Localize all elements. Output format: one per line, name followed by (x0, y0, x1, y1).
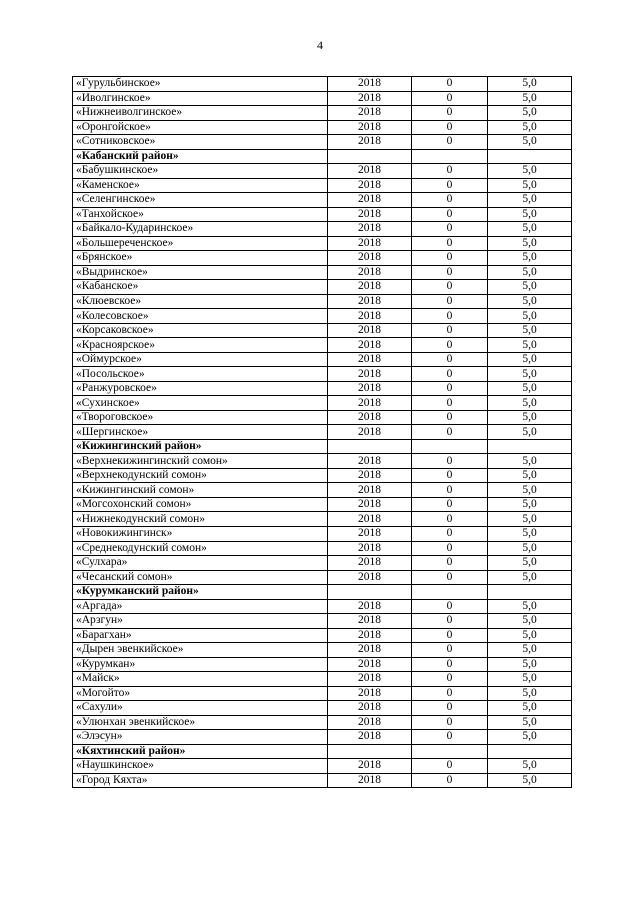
zero-cell: 0 (412, 352, 488, 367)
rate-cell: 5,0 (488, 352, 572, 367)
year-cell: 2018 (328, 643, 412, 658)
zero-cell: 0 (412, 120, 488, 135)
table-row (73, 323, 572, 338)
zero-cell: 0 (412, 338, 488, 353)
year-cell: 2018 (328, 135, 412, 150)
settlement-name-cell: «Селенгинское» (73, 193, 328, 208)
settlement-name-cell: «Танхойское» (73, 207, 328, 222)
empty-cell (328, 439, 412, 454)
settlement-name-cell: «Майск» (73, 672, 328, 687)
settlement-name-cell: «Оймурское» (73, 352, 328, 367)
rate-cell: 5,0 (488, 570, 572, 585)
zero-cell: 0 (412, 773, 488, 788)
zero-cell: 0 (412, 265, 488, 280)
rate-cell: 5,0 (488, 309, 572, 324)
settlement-name-cell: «Клюевское» (73, 294, 328, 309)
year-cell: 2018 (328, 251, 412, 266)
zero-cell: 0 (412, 280, 488, 295)
settlement-name-cell: «Аргада» (73, 599, 328, 614)
zero-cell: 0 (412, 614, 488, 629)
rate-cell: 5,0 (488, 120, 572, 135)
year-cell: 2018 (328, 207, 412, 222)
table-row (73, 236, 572, 251)
rate-cell: 5,0 (488, 367, 572, 382)
year-cell: 2018 (328, 556, 412, 571)
rate-cell: 5,0 (488, 599, 572, 614)
zero-cell: 0 (412, 91, 488, 106)
table-row (73, 352, 572, 367)
year-cell: 2018 (328, 497, 412, 512)
settlement-name-cell: «Сухинское» (73, 396, 328, 411)
rate-cell: 5,0 (488, 773, 572, 788)
year-cell: 2018 (328, 178, 412, 193)
settlement-name-cell: «Кижингинский сомон» (73, 483, 328, 498)
year-cell: 2018 (328, 483, 412, 498)
table-row (73, 396, 572, 411)
zero-cell: 0 (412, 599, 488, 614)
table-row (73, 381, 572, 396)
zero-cell: 0 (412, 294, 488, 309)
year-cell: 2018 (328, 672, 412, 687)
zero-cell: 0 (412, 222, 488, 237)
year-cell: 2018 (328, 628, 412, 643)
table-row (73, 468, 572, 483)
settlement-name-cell: «Сулхара» (73, 556, 328, 571)
zero-cell: 0 (412, 730, 488, 745)
table-row (73, 541, 572, 556)
settlement-name-cell: «Выдринское» (73, 265, 328, 280)
zero-cell: 0 (412, 759, 488, 774)
table-row (73, 657, 572, 672)
zero-cell: 0 (412, 628, 488, 643)
rate-cell: 5,0 (488, 280, 572, 295)
settlement-name-cell: «Колесовское» (73, 309, 328, 324)
year-cell: 2018 (328, 701, 412, 716)
settlement-name-cell: «Брянское» (73, 251, 328, 266)
year-cell: 2018 (328, 410, 412, 425)
table-row (73, 309, 572, 324)
settlement-name-cell: «Твороговское» (73, 410, 328, 425)
year-cell: 2018 (328, 106, 412, 121)
settlement-name-cell: «Бабушкинское» (73, 164, 328, 179)
settlement-name-cell: «Сахули» (73, 701, 328, 716)
rate-cell: 5,0 (488, 686, 572, 701)
empty-cell (488, 585, 572, 600)
settlement-name-cell: «Могойто» (73, 686, 328, 701)
settlement-name-cell: «Каменское» (73, 178, 328, 193)
zero-cell: 0 (412, 715, 488, 730)
table-row (73, 410, 572, 425)
table-row (73, 614, 572, 629)
rate-cell: 5,0 (488, 556, 572, 571)
table-row (73, 120, 572, 135)
table-row (73, 251, 572, 266)
rate-cell: 5,0 (488, 91, 572, 106)
settlement-name-cell: «Нижнеиволгинское» (73, 106, 328, 121)
rate-cell: 5,0 (488, 425, 572, 440)
year-cell: 2018 (328, 381, 412, 396)
section-row (73, 149, 572, 164)
zero-cell: 0 (412, 207, 488, 222)
table-row (73, 570, 572, 585)
year-cell: 2018 (328, 657, 412, 672)
section-name-cell: «Кяхтинский район» (73, 744, 328, 759)
table-row (73, 367, 572, 382)
zero-cell: 0 (412, 396, 488, 411)
empty-cell (328, 744, 412, 759)
settlement-name-cell: «Город Кяхта» (73, 773, 328, 788)
year-cell: 2018 (328, 222, 412, 237)
table-row (73, 672, 572, 687)
table-row (73, 265, 572, 280)
rate-cell: 5,0 (488, 541, 572, 556)
settlement-name-cell: «Иволгинское» (73, 91, 328, 106)
settlement-name-cell: «Дырен эвенкийское» (73, 643, 328, 658)
table-row (73, 193, 572, 208)
empty-cell (412, 149, 488, 164)
year-cell: 2018 (328, 570, 412, 585)
zero-cell: 0 (412, 570, 488, 585)
rate-cell: 5,0 (488, 251, 572, 266)
settlement-name-cell: «Могсохонский сомон» (73, 497, 328, 512)
zero-cell: 0 (412, 686, 488, 701)
zero-cell: 0 (412, 410, 488, 425)
rate-cell: 5,0 (488, 657, 572, 672)
zero-cell: 0 (412, 367, 488, 382)
table-row (73, 730, 572, 745)
zero-cell: 0 (412, 381, 488, 396)
zero-cell: 0 (412, 497, 488, 512)
settlement-name-cell: «Чесанский сомон» (73, 570, 328, 585)
zero-cell: 0 (412, 236, 488, 251)
year-cell: 2018 (328, 367, 412, 382)
zero-cell: 0 (412, 701, 488, 716)
table-row (73, 773, 572, 788)
zero-cell: 0 (412, 77, 488, 92)
empty-cell (488, 149, 572, 164)
settlement-name-cell: «Посольское» (73, 367, 328, 382)
table-row (73, 715, 572, 730)
year-cell: 2018 (328, 512, 412, 527)
zero-cell: 0 (412, 556, 488, 571)
zero-cell: 0 (412, 135, 488, 150)
empty-cell (412, 744, 488, 759)
section-row (73, 585, 572, 600)
year-cell: 2018 (328, 541, 412, 556)
rate-cell: 5,0 (488, 526, 572, 541)
zero-cell: 0 (412, 483, 488, 498)
zero-cell: 0 (412, 178, 488, 193)
year-cell: 2018 (328, 280, 412, 295)
zero-cell: 0 (412, 672, 488, 687)
year-cell: 2018 (328, 91, 412, 106)
empty-cell (412, 585, 488, 600)
section-name-cell: «Кижингинский район» (73, 439, 328, 454)
table-row (73, 164, 572, 179)
zero-cell: 0 (412, 454, 488, 469)
year-cell: 2018 (328, 599, 412, 614)
section-row (73, 439, 572, 454)
year-cell: 2018 (328, 715, 412, 730)
settlement-name-cell: «Большереченское» (73, 236, 328, 251)
year-cell: 2018 (328, 265, 412, 280)
rate-cell: 5,0 (488, 77, 572, 92)
table-row (73, 454, 572, 469)
rate-cell: 5,0 (488, 396, 572, 411)
section-name-cell: «Курумканский район» (73, 585, 328, 600)
table-row (73, 483, 572, 498)
year-cell: 2018 (328, 614, 412, 629)
table-row (73, 178, 572, 193)
empty-cell (328, 585, 412, 600)
rate-cell: 5,0 (488, 628, 572, 643)
year-cell: 2018 (328, 294, 412, 309)
table-row (73, 628, 572, 643)
settlement-name-cell: «Верхнекижингинский сомон» (73, 454, 328, 469)
zero-cell: 0 (412, 512, 488, 527)
settlement-name-cell: «Кабанское» (73, 280, 328, 295)
rate-cell: 5,0 (488, 730, 572, 745)
year-cell: 2018 (328, 77, 412, 92)
rate-cell: 5,0 (488, 236, 572, 251)
rate-cell: 5,0 (488, 497, 572, 512)
zero-cell: 0 (412, 468, 488, 483)
rate-cell: 5,0 (488, 483, 572, 498)
year-cell: 2018 (328, 468, 412, 483)
rate-cell: 5,0 (488, 614, 572, 629)
zero-cell: 0 (412, 164, 488, 179)
table-row (73, 77, 572, 92)
table-row (73, 135, 572, 150)
rate-cell: 5,0 (488, 512, 572, 527)
table-row (73, 759, 572, 774)
settlement-name-cell: «Оронгойское» (73, 120, 328, 135)
rate-cell: 5,0 (488, 135, 572, 150)
rate-cell: 5,0 (488, 193, 572, 208)
rate-cell: 5,0 (488, 759, 572, 774)
section-name-cell: «Кабанский район» (73, 149, 328, 164)
zero-cell: 0 (412, 526, 488, 541)
zero-cell: 0 (412, 323, 488, 338)
year-cell: 2018 (328, 338, 412, 353)
table-row (73, 280, 572, 295)
settlements-table (72, 76, 572, 788)
empty-cell (328, 149, 412, 164)
rate-cell: 5,0 (488, 468, 572, 483)
settlement-name-cell: «Гурульбинское» (73, 77, 328, 92)
table-row (73, 512, 572, 527)
rate-cell: 5,0 (488, 164, 572, 179)
table-row (73, 91, 572, 106)
rate-cell: 5,0 (488, 338, 572, 353)
zero-cell: 0 (412, 541, 488, 556)
rate-cell: 5,0 (488, 294, 572, 309)
year-cell: 2018 (328, 396, 412, 411)
rate-cell: 5,0 (488, 381, 572, 396)
empty-cell (488, 439, 572, 454)
year-cell: 2018 (328, 773, 412, 788)
year-cell: 2018 (328, 164, 412, 179)
rate-cell: 5,0 (488, 715, 572, 730)
settlement-name-cell: «Нижнекодунский сомон» (73, 512, 328, 527)
table-row (73, 643, 572, 658)
empty-cell (488, 744, 572, 759)
empty-cell (412, 439, 488, 454)
settlement-name-cell: «Корсаковское» (73, 323, 328, 338)
year-cell: 2018 (328, 236, 412, 251)
page-number: 4 (317, 38, 323, 52)
rate-cell: 5,0 (488, 106, 572, 121)
zero-cell: 0 (412, 643, 488, 658)
zero-cell: 0 (412, 425, 488, 440)
table-row (73, 686, 572, 701)
rate-cell: 5,0 (488, 207, 572, 222)
settlement-name-cell: «Байкало-Кударинское» (73, 222, 328, 237)
rate-cell: 5,0 (488, 178, 572, 193)
rate-cell: 5,0 (488, 454, 572, 469)
year-cell: 2018 (328, 454, 412, 469)
section-row (73, 744, 572, 759)
year-cell: 2018 (328, 120, 412, 135)
rate-cell: 5,0 (488, 643, 572, 658)
rate-cell: 5,0 (488, 701, 572, 716)
table-row (73, 425, 572, 440)
settlement-name-cell: «Ранжуровское» (73, 381, 328, 396)
year-cell: 2018 (328, 686, 412, 701)
table-row (73, 222, 572, 237)
settlement-name-cell: «Среднекодунский сомон» (73, 541, 328, 556)
year-cell: 2018 (328, 352, 412, 367)
year-cell: 2018 (328, 526, 412, 541)
table-row (73, 207, 572, 222)
table-row (73, 497, 572, 512)
settlement-name-cell: «Красноярское» (73, 338, 328, 353)
year-cell: 2018 (328, 323, 412, 338)
table-body (73, 77, 572, 788)
table-row (73, 294, 572, 309)
table-row (73, 526, 572, 541)
year-cell: 2018 (328, 759, 412, 774)
settlement-name-cell: «Курумкан» (73, 657, 328, 672)
table-row (73, 701, 572, 716)
table-row (73, 599, 572, 614)
settlement-name-cell: «Шергинское» (73, 425, 328, 440)
table-row (73, 106, 572, 121)
rate-cell: 5,0 (488, 323, 572, 338)
settlement-name-cell: «Наушкинское» (73, 759, 328, 774)
rate-cell: 5,0 (488, 265, 572, 280)
settlement-name-cell: «Сотниковское» (73, 135, 328, 150)
zero-cell: 0 (412, 251, 488, 266)
table-row (73, 338, 572, 353)
rate-cell: 5,0 (488, 672, 572, 687)
zero-cell: 0 (412, 106, 488, 121)
zero-cell: 0 (412, 193, 488, 208)
settlement-name-cell: «Улюнхан эвенкийское» (73, 715, 328, 730)
year-cell: 2018 (328, 193, 412, 208)
year-cell: 2018 (328, 730, 412, 745)
year-cell: 2018 (328, 309, 412, 324)
year-cell: 2018 (328, 425, 412, 440)
settlement-name-cell: «Барагхан» (73, 628, 328, 643)
table-row (73, 556, 572, 571)
rate-cell: 5,0 (488, 222, 572, 237)
settlement-name-cell: «Верхнекодунский сомон» (73, 468, 328, 483)
rate-cell: 5,0 (488, 410, 572, 425)
settlement-name-cell: «Элэсун» (73, 730, 328, 745)
zero-cell: 0 (412, 309, 488, 324)
zero-cell: 0 (412, 657, 488, 672)
settlement-name-cell: «Новокижингинск» (73, 526, 328, 541)
settlement-name-cell: «Арзгун» (73, 614, 328, 629)
